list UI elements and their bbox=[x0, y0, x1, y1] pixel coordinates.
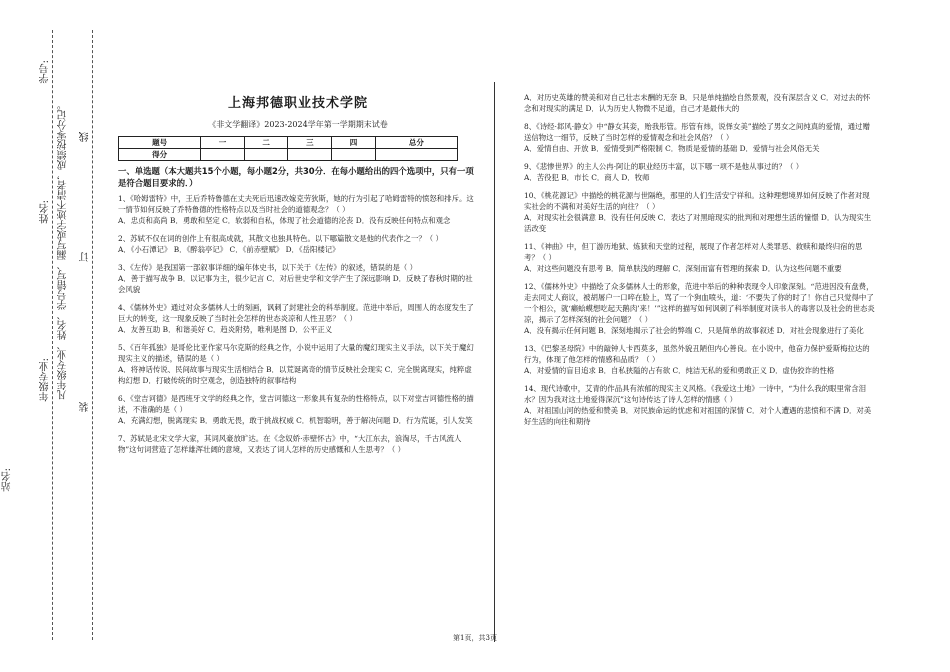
question-item bbox=[524, 92, 876, 114]
question-options: A．对爱情的盲目追求 B．自私狭隘的占有欲 C．纯洁无私的爱和勇敢正义 D．虚伪狡诈的性格 bbox=[524, 366, 835, 375]
question-options: A．对祖国山河的热爱和赞美 B．对民族命运的忧虑和对祖国的深情 C．对个人遭遇的悲愤和不满 D．对美好生活的向往和期待 bbox=[524, 406, 872, 426]
score-table-cell: 一 bbox=[201, 137, 245, 149]
question-stem: 3、《左传》是我国第一部叙事详细的编年体史书，以下关于《左传》的叙述，错误的是（ ） bbox=[118, 263, 417, 272]
exam-title: 《非文学翻译》2023-2024学年第一学期期末试卷 bbox=[208, 120, 388, 129]
school-title: 上海邦德职业技术学院 bbox=[227, 96, 368, 111]
question-stem: 13、《巴黎圣母院》中的敲钟人卡西莫多，虽然外貌丑陋但内心善良。在小说中，他奋力保护爱斯梅拉达的行为，体现了他怎样的情感和品质？（ ） bbox=[524, 344, 870, 364]
question-stem: 2、苏轼不仅在词的创作上有很高成就，其散文也独具特色。以下哪篇散文是他的代表作之一？（ ） bbox=[118, 234, 443, 243]
question-item bbox=[524, 343, 876, 376]
question-item bbox=[118, 262, 478, 295]
question-options: A．忠贞和高尚 B．勇敢和坚定 C．软弱和自私，体现了社会道德的沦丧 D．没有反映任何特点和观念 bbox=[118, 216, 451, 225]
score-table-header-row bbox=[119, 137, 458, 149]
score-input-cell[interactable] bbox=[201, 149, 245, 161]
section-heading: 一、单选题（本大题共15个小题，每小题2分，共30分．在每小题给出的四个选项中，只有一项是符合题目要求的．） bbox=[118, 166, 474, 188]
question-item bbox=[524, 383, 876, 427]
binding-mark-ding: 订 bbox=[80, 252, 91, 262]
question-item bbox=[118, 302, 478, 335]
binding-dashed-line-outer bbox=[52, 30, 53, 640]
question-options: A．充满幻想，脱离现实 B．勇敢无畏，敢于挑战权威 C．机智聪明，善于解决问题 D．行为荒诞，引人发笑 bbox=[118, 416, 473, 425]
question-options: A．友善互助 B．和谐美好 C．趋炎附势，唯利是图 D．公平正义 bbox=[118, 325, 333, 334]
question-stem: 12、《儒林外史》中描绘了众多儒林人士的形象，范进中举后的种种表现令人印象深刻。“范进因没有盘费，走去同丈人商议，被胡屠户一口啐在脸上，骂了一个狗血喷头，道：‘不要失了你的时了！你自己只觉得中了一个相公，就‘癞蛤蟆想吃起天鹅肉’来！’”这样的描写如何讽刺了科举制度对读书人的毒害以及社会的世态炎凉，揭示了怎样深刻的社会问题？（ ） bbox=[524, 282, 875, 324]
page-footer: 第1页，共3页 bbox=[453, 634, 497, 642]
question-item bbox=[524, 161, 876, 183]
question-stem: 11、《神曲》中，但丁游历地狱、炼狱和天堂的过程，展现了作者怎样对人类罪恶、救赎和最终归宿的思考？（ ） bbox=[524, 242, 863, 262]
binding-label-class: 年级专业: bbox=[40, 358, 51, 402]
question-stem: 4、《儒林外史》通过对众多儒林人士的刻画，讽刺了封建社会的科举制度。范进中举后，周围人的态度发生了巨大的转变，这一现象反映了当时社会怎样的世态炎凉和人性丑恶？（ ） bbox=[118, 303, 474, 323]
score-input-cell[interactable] bbox=[244, 149, 288, 161]
score-table-cell: 四 bbox=[332, 137, 376, 149]
question-stem: 5、《百年孤独》是哥伦比亚作家马尔克斯的经典之作，小说中运用了大量的魔幻现实主义手法，以下关于魔幻现实主义的描述，错误的是（ ） bbox=[118, 343, 474, 363]
score-table-cell: 二 bbox=[244, 137, 288, 149]
question-options: A．没有揭示任何问题 B．深刻地揭示了社会的弊端 C．只是简单的故事叙述 D．对社会现象进行了美化 bbox=[524, 326, 864, 335]
question-stem: 9、《悲惨世界》的主人公冉·阿让的职业经历丰富，以下哪一项不是他从事过的？（ ） bbox=[524, 162, 804, 171]
left-column bbox=[118, 98, 478, 462]
question-stem: 1、《哈姆雷特》中，王后乔特鲁德在丈夫死后迅速改嫁克劳狄斯，她的行为引起了哈姆雷特的愤怒和排斥。这一情节如何反映了乔特鲁德的性格特点以及当时社会的道德观念？（ ） bbox=[118, 194, 474, 214]
score-table-cell: 三 bbox=[288, 137, 332, 149]
score-input-cell[interactable] bbox=[288, 149, 332, 161]
score-table-score-row bbox=[119, 149, 458, 161]
question-options: A．对这些问题没有思考 B．简单肤浅的理解 C．深刻而富有哲理的探索 D．认为这些问题不重要 bbox=[524, 264, 842, 273]
question-item bbox=[118, 393, 478, 426]
column-divider bbox=[494, 82, 495, 642]
question-item bbox=[524, 121, 876, 154]
binding-mark-zhuang: 装 bbox=[80, 402, 91, 412]
question-stem: 14、现代诗歌中，艾青的作品具有浓郁的现实主义风格。《我爱这土地》一诗中，“为什么我的眼里常含泪水？因为我对这土地爱得深沉”这句诗传达了诗人怎样的情感（ ） bbox=[524, 384, 867, 404]
score-table-cell: 题号 bbox=[119, 137, 201, 149]
right-column bbox=[524, 92, 876, 434]
question-item bbox=[118, 342, 478, 386]
question-item bbox=[118, 433, 478, 455]
binding-dashed-line-inner bbox=[92, 30, 93, 640]
question-item bbox=[118, 233, 478, 255]
question-stem: 10、《桃花源记》中描绘的桃花源与世隔绝，那里的人们生活安宁祥和。这种理想境界如何反映了作者对现实社会的不满和对美好生活的向往？（ ） bbox=[524, 191, 870, 211]
question-options: A．对历史英雄的赞美和对自己壮志未酬的无奈 B．只是单纯描绘自然景观，没有深层含义 C．对过去的怀念和对现实的满足 D．认为历史人物微不足道，自己才是最伟大的 bbox=[524, 93, 871, 113]
question-item bbox=[524, 281, 876, 336]
question-options: A．爱情自由、开放 B．爱情受到严格限制 C．物质是爱情的基础 D．爱情与社会风俗无关 bbox=[524, 144, 820, 153]
score-table bbox=[118, 136, 458, 161]
score-table-row-label: 得分 bbox=[119, 149, 201, 161]
question-options: A．苦役犯 B．市长 C．商人 D．牧师 bbox=[524, 173, 650, 182]
question-stem: 8、《诗经·邶风·静女》中“静女其娈，贻我彤管。彤管有炜，说怿女美”描绘了男女之间纯真的爱情，通过赠送信物这一细节，反映了当时怎样的爱情观念和社会风俗？（ ） bbox=[524, 122, 870, 142]
question-item bbox=[118, 193, 478, 226]
binding-mark-xian: 线 bbox=[80, 132, 91, 142]
binding-margin bbox=[0, 0, 112, 672]
score-input-cell[interactable] bbox=[332, 149, 376, 161]
binding-label-id: 学号: bbox=[40, 60, 51, 84]
question-item bbox=[524, 190, 876, 234]
binding-notice: 凡年级专业、姓名、学号错写、漏写或字迹不清者，成绩按零分记。 bbox=[58, 100, 69, 400]
question-item bbox=[524, 241, 876, 274]
question-stem: 6、《堂吉诃德》是西班牙文学的经典之作，堂吉诃德这一形象具有复杂的性格特点，以下对堂吉诃德性格的描述，不准确的是（ ） bbox=[118, 394, 474, 414]
binding-label-seat: 站名: bbox=[2, 468, 13, 492]
question-options: A．善于描写战争 B．以记事为主，很少记言 C．对后世史学和文学产生了深远影响 D．反映了春秋时期的社会风貌 bbox=[118, 274, 473, 294]
question-options: A．《小石潭记》 B．《醉翁亭记》 C．《前赤壁赋》 D．《岳阳楼记》 bbox=[118, 245, 340, 254]
question-stem: 7、苏轼是北宋文学大家，其词风豪放旷达。在《念奴娇·赤壁怀古》中，“大江东去，浪淘尽，千古风流人物”这句词营造了怎样雄浑壮阔的意境，又表达了词人怎样的历史感慨和人生思考？（ ） bbox=[118, 434, 462, 454]
score-table-cell: 总分 bbox=[375, 137, 457, 149]
question-options: A．对现实社会很满意 B．没有任何反映 C．表达了对黑暗现实的批判和对理想生活的憧憬 D．认为现实生活改变 bbox=[524, 213, 872, 233]
binding-label-name: 姓名: bbox=[40, 200, 51, 224]
score-input-cell[interactable] bbox=[375, 149, 457, 161]
question-options: A．将神话传说、民间故事与现实生活相结合 B．以荒诞离奇的情节反映社会现实 C．完全脱离现实，纯粹虚构幻想 D．打破传统的时空观念，创造独特的叙事结构 bbox=[118, 365, 472, 385]
